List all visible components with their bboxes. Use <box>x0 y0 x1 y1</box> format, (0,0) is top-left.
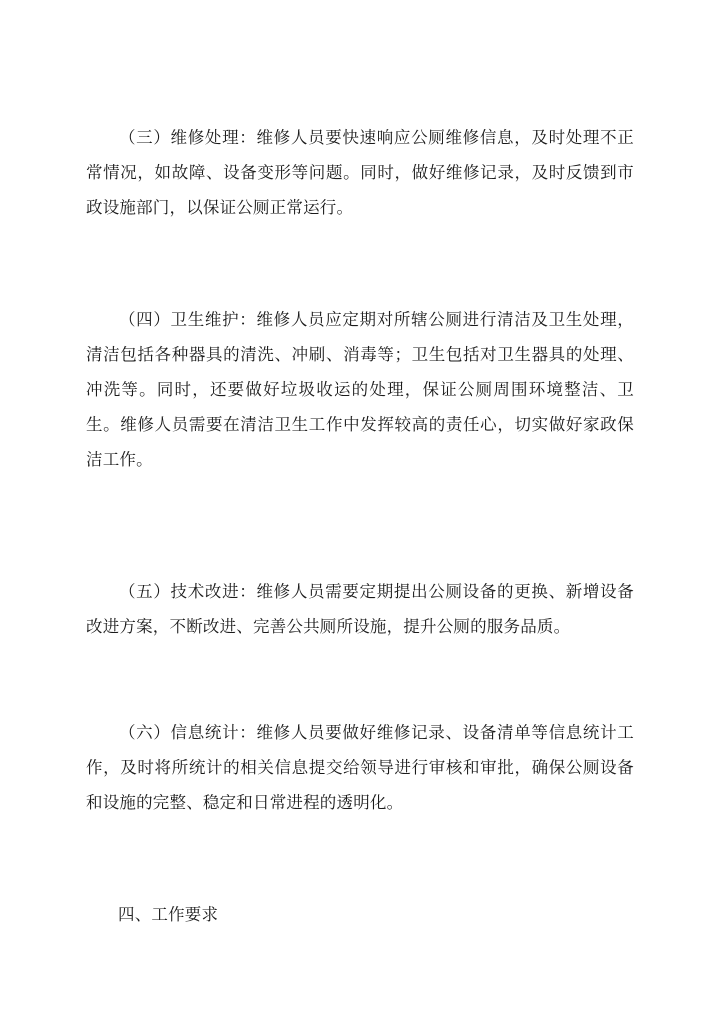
paragraph-technical-improvement: （五）技术改进：维修人员需要定期提出公厕设备的更换、新增设备改进方案，不断改进、完善公共厕所设施，提升公厕的服务品质。 <box>86 582 634 636</box>
paragraph-maintenance-handling: （三）维修处理：维修人员要快速响应公厕维修信息，及时处理不正常情况，如故障、设备变形等问题。同时，做好维修记录，及时反馈到市政设施部门，以保证公厕正常运行。 <box>86 128 634 217</box>
section-heading-work-requirements: 四、工作要求 <box>118 905 219 924</box>
paragraph-hygiene-maintenance: （四）卫生维护：维修人员应定期对所辖公厕进行清洁及卫生处理，清洁包括各种器具的清洗、冲刷、消毒等；卫生包括对卫生器具的处理、冲洗等。同时，还要做好垃圾收运的处理，保证公厕周围环境整洁、卫生。维修人员需要在清洁卫生工作中发挥较高的责任心，切实做好家政保洁工作。 <box>86 310 634 469</box>
paragraph-information-statistics: （六）信息统计：维修人员要做好维修记录、设备清单等信息统计工作，及时将所统计的相关信息提交给领导进行审核和审批，确保公厕设备和设施的完整、稳定和日常进程的透明化。 <box>86 723 634 812</box>
